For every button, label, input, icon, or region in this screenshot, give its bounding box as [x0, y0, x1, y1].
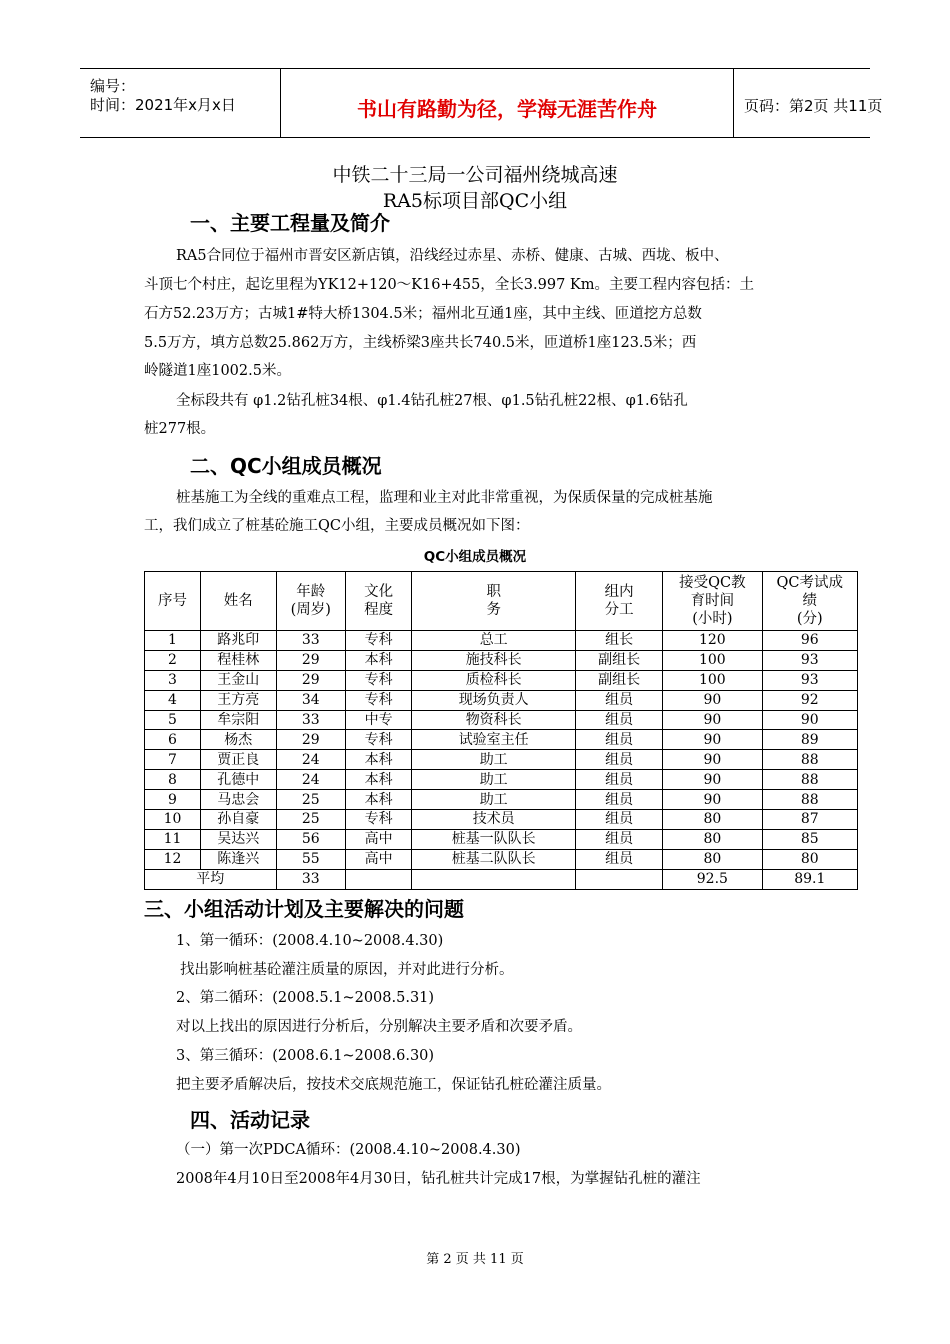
table-row	[145, 690, 858, 710]
table-cell: 施技科长	[412, 650, 576, 670]
table-cell: 高中	[346, 829, 412, 849]
col-header: 序号	[145, 572, 201, 631]
qc-members-table	[144, 571, 858, 890]
table-cell: 80	[663, 810, 762, 830]
table-cell: 专科	[346, 670, 412, 690]
table-cell: 55	[276, 849, 345, 869]
table-cell: 技术员	[412, 810, 576, 830]
section2-line: 工，我们成立了桩基砼施工QC小组，主要成员概况如下图：	[144, 518, 530, 534]
table-cell: 34	[276, 690, 345, 710]
table-cell: 56	[276, 829, 345, 849]
table-cell: 孔德中	[200, 770, 276, 790]
page-indicator: 页码：第2页 共11页	[744, 97, 883, 115]
table-cell: 7	[145, 750, 201, 770]
table-cell: 本科	[346, 650, 412, 670]
table-cell: 90	[663, 730, 762, 750]
table-cell: 专科	[346, 690, 412, 710]
table-row	[145, 750, 858, 770]
table-row	[145, 670, 858, 690]
table-cell: 助工	[412, 790, 576, 810]
table-cell: 25	[276, 790, 345, 810]
table-cell: 29	[276, 670, 345, 690]
col-header: QC考试成 绩 (分)	[762, 572, 857, 631]
section1-line: 桩277根。	[144, 421, 216, 437]
table-cell: 本科	[346, 790, 412, 810]
section3-line: 1、第一循环：(2008.4.10~2008.4.30)	[176, 933, 444, 949]
col-header: 组内 分工	[576, 572, 663, 631]
table-cell: 桩基二队队长	[412, 849, 576, 869]
table-cell: 组员	[576, 829, 663, 849]
average-label: 平均	[145, 869, 277, 889]
table-cell: 88	[762, 790, 857, 810]
table-cell: 杨杰	[200, 730, 276, 750]
table-cell: 87	[762, 810, 857, 830]
table-cell: 12	[145, 849, 201, 869]
table-cell: 2	[145, 650, 201, 670]
average-age: 33	[276, 869, 345, 889]
table-cell: 80	[762, 849, 857, 869]
table-cell: 90	[663, 750, 762, 770]
table-row	[145, 650, 858, 670]
table-cell: 24	[276, 770, 345, 790]
table-cell	[576, 869, 663, 889]
table-cell: 路兆印	[200, 631, 276, 651]
table-cell: 组员	[576, 810, 663, 830]
table-cell: 89	[762, 730, 857, 750]
table-cell: 组员	[576, 770, 663, 790]
doc-number-label: 编号：	[90, 77, 136, 95]
section1-heading: 一、主要工程量及简介	[190, 211, 390, 235]
col-header: 年龄 (周岁)	[276, 572, 345, 631]
section3-line: 3、第三循环：(2008.6.1~2008.6.30)	[176, 1048, 435, 1064]
table-cell: 现场负责人	[412, 690, 576, 710]
section2-heading: 二、QC小组成员概况	[190, 454, 382, 478]
table-cell: 33	[276, 710, 345, 730]
table-cell: 副组长	[576, 670, 663, 690]
col-header: 姓名	[200, 572, 276, 631]
average-hours: 92.5	[663, 869, 762, 889]
table-cell: 5	[145, 710, 201, 730]
table-cell: 马忠会	[200, 790, 276, 810]
section2-line: 桩基施工为全线的重难点工程，监理和业主对此非常重视，为保质保量的完成桩基施	[176, 490, 713, 506]
table-cell: 组长	[576, 631, 663, 651]
table-cell: 总工	[412, 631, 576, 651]
table-cell: 牟宗阳	[200, 710, 276, 730]
table-cell: 王方亮	[200, 690, 276, 710]
table-row	[145, 790, 858, 810]
table-cell: 93	[762, 650, 857, 670]
section1-line: 石方52.23万方；古城1#特大桥1304.5米；福州北互通1座，其中主线、匝道挖方总数	[144, 306, 702, 322]
section1-line: 全标段共有 φ1.2钻孔桩34根、φ1.4钻孔桩27根、φ1.5钻孔桩22根、φ1.6钻孔	[176, 393, 688, 409]
header-motto-cell	[281, 69, 734, 137]
section4-line: （一）第一次PDCA循环：(2008.4.10~2008.4.30)	[176, 1142, 521, 1158]
doc-title-line2: RA5标项目部QC小组	[382, 190, 568, 212]
table-cell: 本科	[346, 770, 412, 790]
section4-line: 2008年4月10日至2008年4月30日，钻孔桩共计完成17根，为掌握钻孔桩的灌注	[176, 1171, 701, 1187]
section3-line: 把主要矛盾解决后，按技术交底规范施工，保证钻孔桩砼灌注质量。	[176, 1077, 611, 1093]
section1-line: RA5合同位于福州市晋安区新店镇，沿线经过赤星、赤桥、健康、古城、西垅、板中、	[176, 248, 729, 264]
table-cell: 92	[762, 690, 857, 710]
table-cell: 组员	[576, 790, 663, 810]
table-cell: 29	[276, 730, 345, 750]
table-cell: 80	[663, 829, 762, 849]
table-cell: 专科	[346, 730, 412, 750]
table-cell: 25	[276, 810, 345, 830]
table-cell: 本科	[346, 750, 412, 770]
table-row	[145, 849, 858, 869]
table-cell: 4	[145, 690, 201, 710]
table-row	[145, 730, 858, 750]
section3-heading: 三、小组活动计划及主要解决的问题	[144, 897, 464, 921]
table-cell: 试验室主任	[412, 730, 576, 750]
col-header: 文化 程度	[346, 572, 412, 631]
page-footer: 第 2 页 共 11 页	[426, 1252, 524, 1267]
table-cell: 孙自豪	[200, 810, 276, 830]
table-cell: 贾正良	[200, 750, 276, 770]
table-cell: 10	[145, 810, 201, 830]
table-cell: 29	[276, 650, 345, 670]
table-cell: 组员	[576, 849, 663, 869]
motto-text: 书山有路勤为径，学海无涯苦作舟	[357, 97, 657, 121]
table-cell: 90	[663, 690, 762, 710]
table-cell: 90	[663, 770, 762, 790]
table-row	[145, 829, 858, 849]
table-cell: 85	[762, 829, 857, 849]
table-cell: 副组长	[576, 650, 663, 670]
table-cell: 3	[145, 670, 201, 690]
table-cell: 88	[762, 770, 857, 790]
table-cell: 物资科长	[412, 710, 576, 730]
table-cell: 8	[145, 770, 201, 790]
table-cell: 100	[663, 650, 762, 670]
col-header: 职 务	[412, 572, 576, 631]
header-meta-cell	[80, 69, 281, 137]
table-cell: 桩基一队队长	[412, 829, 576, 849]
table-cell: 助工	[412, 750, 576, 770]
table-cell: 88	[762, 750, 857, 770]
page-header	[80, 68, 883, 138]
table-cell: 质检科长	[412, 670, 576, 690]
table-cell: 9	[145, 790, 201, 810]
table-cell: 93	[762, 670, 857, 690]
table-cell: 80	[663, 849, 762, 869]
section1-line: 5.5万方，填方总数25.862万方，主线桥梁3座共长740.5米，匝道桥1座123.5米；西	[144, 335, 697, 351]
table-cell: 组员	[576, 750, 663, 770]
table-cell: 90	[663, 710, 762, 730]
table-cell: 专科	[346, 810, 412, 830]
section1-line: 斗顶七个村庄，起讫里程为YK12+120～K16+455，全长3.997 Km。主要工程内容包括：土	[144, 277, 754, 293]
table-cell: 33	[276, 631, 345, 651]
table-row	[145, 631, 858, 651]
table-cell: 组员	[576, 710, 663, 730]
table-body	[145, 631, 858, 890]
table-cell: 高中	[346, 849, 412, 869]
table-cell: 助工	[412, 770, 576, 790]
table-cell	[346, 869, 412, 889]
table-cell: 组员	[576, 730, 663, 750]
table-average-row	[145, 869, 858, 889]
table-cell: 24	[276, 750, 345, 770]
section4-heading: 四、活动记录	[190, 1108, 310, 1132]
section1-line: 岭隧道1座1002.5米。	[144, 363, 291, 379]
col-header: 接受QC教 育时间 (小时)	[663, 572, 762, 631]
table-row	[145, 810, 858, 830]
table-cell: 1	[145, 631, 201, 651]
table-caption: QC小组成员概况	[423, 549, 527, 565]
table-cell	[412, 869, 576, 889]
table-cell: 陈逢兴	[200, 849, 276, 869]
table-cell: 90	[663, 790, 762, 810]
table-cell: 专科	[346, 631, 412, 651]
table-cell: 96	[762, 631, 857, 651]
table-row	[145, 710, 858, 730]
average-score: 89.1	[762, 869, 857, 889]
table-cell: 11	[145, 829, 201, 849]
table-cell: 90	[762, 710, 857, 730]
table-cell: 120	[663, 631, 762, 651]
table-cell: 组员	[576, 690, 663, 710]
doc-time-label: 时间：2021年x月x日	[90, 96, 236, 114]
section3-line: 2、第二循环：(2008.5.1~2008.5.31)	[176, 990, 435, 1006]
header-page-cell	[734, 69, 883, 137]
table-cell: 100	[663, 670, 762, 690]
section3-line: 对以上找出的原因进行分析后，分别解决主要矛盾和次要矛盾。	[176, 1019, 582, 1035]
table-cell: 吴达兴	[200, 829, 276, 849]
table-header-row	[145, 572, 858, 631]
section3-line: 找出影响桩基砼灌注质量的原因，并对此进行分析。	[180, 962, 514, 978]
doc-title-line1: 中铁二十三局一公司福州绕城高速	[332, 164, 618, 186]
table-cell: 中专	[346, 710, 412, 730]
table-cell: 6	[145, 730, 201, 750]
table-cell: 王金山	[200, 670, 276, 690]
table-row	[145, 770, 858, 790]
table-cell: 程桂林	[200, 650, 276, 670]
